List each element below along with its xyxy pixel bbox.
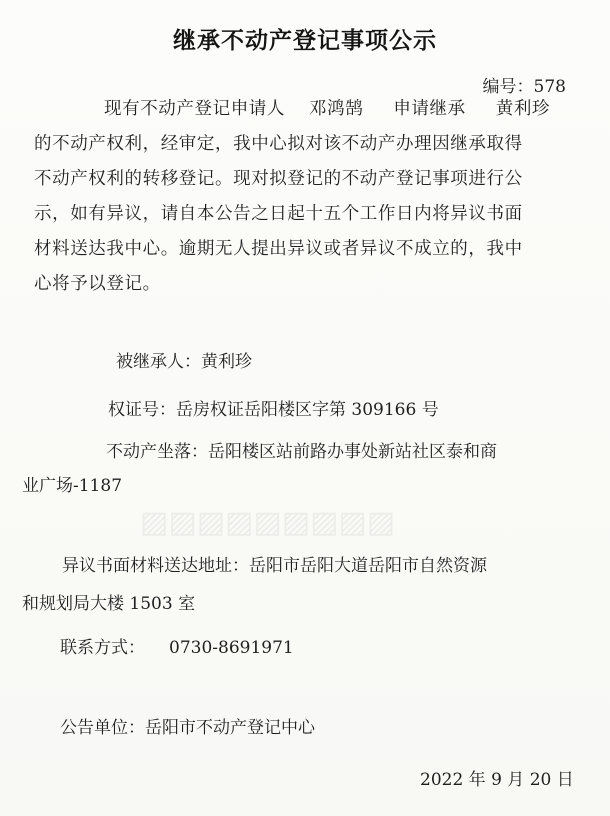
intro-line-5: 材料送达我中心。逾期无人提出异议或者异议不成立的，我中	[34, 239, 523, 259]
contact-field	[60, 633, 294, 658]
notice-title: 继承不动产登记事项公示	[173, 28, 437, 54]
objection-value-line1: 岳阳市岳阳大道岳阳市自然资源	[249, 556, 487, 576]
contact-value: 0730-8691971	[169, 638, 294, 658]
decedent-label: 被继承人：	[116, 352, 201, 372]
intro-line-6: 心将予以登记。	[34, 274, 161, 294]
objection-label: 异议书面材料送达地址：	[62, 556, 249, 576]
objection-address-field	[62, 551, 487, 576]
objection-value-line2: 和规划局大楼 1503 室	[22, 594, 196, 614]
location-label: 不动产坐落：	[106, 442, 208, 462]
issuer-value: 岳阳市不动产登记中心	[145, 718, 315, 738]
intro-paragraph	[34, 92, 594, 302]
location-value-line1: 岳阳楼区站前路办事处新站社区泰和商	[208, 442, 497, 462]
intro-line-4: 示，如有异议，请自本公告之日起十五个工作日内将异议书面	[34, 204, 523, 224]
certificate-value: 岳房权证岳阳楼区字第 309166 号	[176, 400, 439, 420]
contact-label: 联系方式：	[60, 638, 145, 658]
intro-prefix: 现有不动产登记申请人	[104, 99, 285, 119]
intro-line-1	[34, 92, 594, 127]
decedent-field	[116, 347, 252, 372]
issuer-field	[60, 713, 315, 738]
location-value-line2: 业广场-1187	[22, 476, 123, 496]
notice-date: 2022 年 9 月 20 日	[420, 770, 574, 790]
certificate-label: 权证号：	[108, 400, 176, 420]
decedent-value: 黄利珍	[201, 352, 252, 372]
serial-value: 578	[533, 77, 566, 97]
applicant-name: 邓鸿鹄	[309, 99, 364, 119]
serial-label: 编号：	[482, 77, 534, 97]
intro-mid: 申请继承	[393, 99, 466, 119]
bleed-through-mark: ▨▨▨▨▨▨▨▨▨	[140, 505, 396, 540]
decedent-name-inline: 黄利珍	[495, 99, 551, 119]
issuer-label: 公告单位：	[60, 718, 145, 738]
location-field	[106, 437, 497, 462]
certificate-field	[108, 395, 439, 420]
intro-line-3: 不动产权利的转移登记。现对拟登记的不动产登记事项进行公	[34, 169, 523, 189]
intro-line-2: 的不动产权利，经审定，我中心拟对该不动产办理因继承取得	[34, 134, 523, 154]
